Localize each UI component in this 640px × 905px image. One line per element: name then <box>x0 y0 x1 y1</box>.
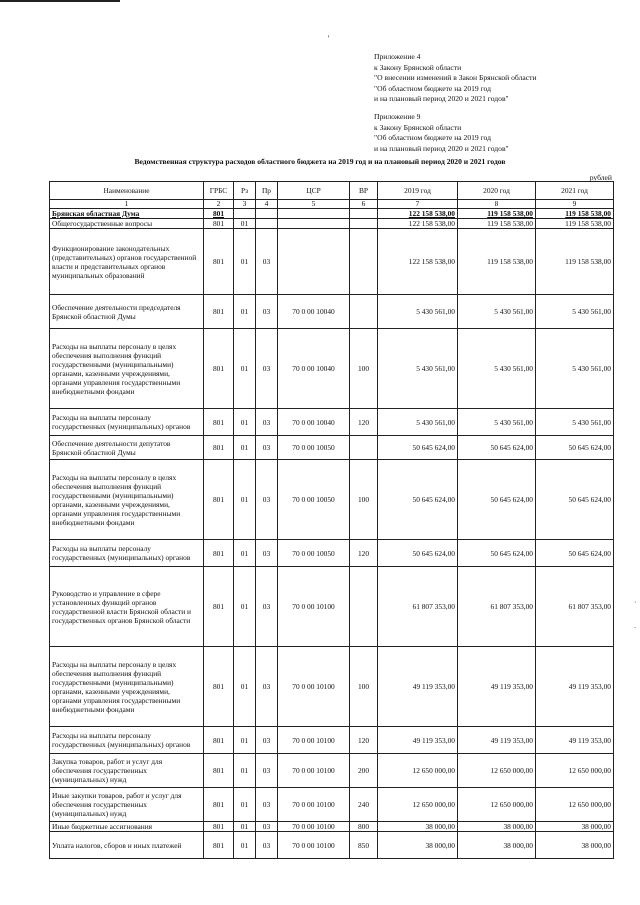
table-row <box>50 832 614 859</box>
row-2020-cell: 38 000,00 <box>458 832 536 859</box>
row-2020-cell: 38 000,00 <box>458 822 536 832</box>
row-2020-cell: 119 158 538,00 <box>458 209 536 219</box>
column-number: 1 <box>50 200 204 209</box>
row-vr-cell <box>350 219 378 229</box>
document-title: Ведомственная структура расходов областного бюджета на 2019 год и на плановый период 2020 и 2021 годов <box>134 157 506 166</box>
row-rz-cell: 01 <box>234 436 256 460</box>
table-row <box>50 295 614 329</box>
table-row <box>50 647 614 727</box>
row-grbs-cell: 801 <box>204 567 234 647</box>
row-grbs-cell: 801 <box>204 647 234 727</box>
row-rz-cell: 01 <box>234 295 256 329</box>
row-pr-cell: 03 <box>256 229 278 295</box>
row-rz-cell: 01 <box>234 567 256 647</box>
row-2019-cell: 49 119 353,00 <box>378 647 458 727</box>
row-pr-cell: 03 <box>256 567 278 647</box>
row-csr-cell: 70 0 00 10100 <box>278 727 350 754</box>
row-rz-cell: 01 <box>234 647 256 727</box>
header-2021: 2021 год <box>536 182 614 200</box>
row-rz-cell: 01 <box>234 822 256 832</box>
row-2019-cell: 12 650 000,00 <box>378 754 458 788</box>
row-2021-cell: 5 430 561,00 <box>536 295 614 329</box>
row-2020-cell: 49 119 353,00 <box>458 647 536 727</box>
row-2021-cell: 49 119 353,00 <box>536 647 614 727</box>
table-row <box>50 229 614 295</box>
row-name-cell: Расходы на выплаты персоналу в целях обеспечения выполнения функций государственными (муниципальными) органами, казенными учреждениями, органами управления государственными внебюджетными фондами <box>50 647 204 727</box>
row-2019-cell: 5 430 561,00 <box>378 295 458 329</box>
row-2020-cell: 12 650 000,00 <box>458 788 536 822</box>
row-rz-cell: 01 <box>234 727 256 754</box>
table-row <box>50 567 614 647</box>
row-grbs-cell: 801 <box>204 540 234 567</box>
row-name-cell: Расходы на выплаты персоналу в целях обеспечения выполнения функций государственными (муниципальными) органами, казенными учреждениями, органами управления государственными внебюджетными фондами <box>50 329 204 409</box>
row-2021-cell: 119 158 538,00 <box>536 219 614 229</box>
header-grbs: ГРБС <box>204 182 234 200</box>
row-name-cell: Брянская областная Дума <box>50 209 204 219</box>
row-2019-cell: 122 158 538,00 <box>378 229 458 295</box>
column-number: 4 <box>256 200 278 209</box>
row-csr-cell: 70 0 00 10040 <box>278 409 350 436</box>
column-number: 5 <box>278 200 350 209</box>
row-2019-cell: 50 645 624,00 <box>378 460 458 540</box>
row-vr-cell: 120 <box>350 540 378 567</box>
row-vr-cell: 200 <box>350 754 378 788</box>
row-vr-cell <box>350 295 378 329</box>
row-rz-cell: 01 <box>234 754 256 788</box>
budget-table-body <box>50 209 614 859</box>
table-row <box>50 540 614 567</box>
row-name-cell: Иные бюджетные ассигнования <box>50 822 204 832</box>
row-name-cell: Руководство и управление в сфере установленных функций органов государственной власти Брянской области и государственных органов Брянской области <box>50 567 204 647</box>
row-name-cell: Общегосударственные вопросы <box>50 219 204 229</box>
row-rz-cell: 01 <box>234 219 256 229</box>
row-pr-cell: 03 <box>256 409 278 436</box>
row-2019-cell: 49 119 353,00 <box>378 727 458 754</box>
table-row <box>50 460 614 540</box>
row-rz-cell: 01 <box>234 409 256 436</box>
row-pr-cell: 03 <box>256 832 278 859</box>
row-csr-cell <box>278 229 350 295</box>
row-2020-cell: 119 158 538,00 <box>458 219 536 229</box>
units-label: рублей <box>589 173 612 182</box>
row-name-cell: Закупка товаров, работ и услуг для обеспечения государственных (муниципальных) нужд <box>50 754 204 788</box>
page-mark: ' <box>328 34 330 43</box>
appendix-line: "Об областном бюджете на 2019 год <box>374 83 491 93</box>
header-rz: Рз <box>234 182 256 200</box>
row-pr-cell: 03 <box>256 727 278 754</box>
row-name-cell: Функционирование законодательных (представительных) органов государственной власти и представительных органов муниципальных образований <box>50 229 204 295</box>
row-csr-cell <box>278 209 350 219</box>
appendix-line: и на плановый период 2020 и 2021 годов" <box>374 94 509 104</box>
row-grbs-cell: 801 <box>204 727 234 754</box>
row-vr-cell <box>350 209 378 219</box>
row-grbs-cell: 801 <box>204 329 234 409</box>
row-name-cell: Уплата налогов, сборов и иных платежей <box>50 832 204 859</box>
row-vr-cell: 120 <box>350 409 378 436</box>
row-rz-cell: 01 <box>234 540 256 567</box>
row-rz-cell <box>234 209 256 219</box>
appendix-line: "О внесении изменений в Закон Брянской области <box>374 73 537 83</box>
row-vr-cell: 100 <box>350 460 378 540</box>
row-pr-cell <box>256 219 278 229</box>
row-pr-cell: 03 <box>256 329 278 409</box>
row-2019-cell: 122 158 538,00 <box>378 209 458 219</box>
row-csr-cell: 70 0 00 10100 <box>278 788 350 822</box>
row-vr-cell: 800 <box>350 822 378 832</box>
row-csr-cell: 70 0 00 10100 <box>278 754 350 788</box>
table-row <box>50 822 614 832</box>
row-grbs-cell: 801 <box>204 295 234 329</box>
row-2021-cell: 38 000,00 <box>536 832 614 859</box>
row-vr-cell: 120 <box>350 727 378 754</box>
row-pr-cell: 03 <box>256 788 278 822</box>
scan-speck: - <box>634 625 636 631</box>
appendix-line: к Закону Брянской области <box>374 62 462 72</box>
header-2019: 2019 год <box>378 182 458 200</box>
row-2019-cell: 38 000,00 <box>378 832 458 859</box>
row-csr-cell: 70 0 00 10050 <box>278 436 350 460</box>
table-row <box>50 409 614 436</box>
row-2021-cell: 61 807 353,00 <box>536 567 614 647</box>
row-csr-cell: 70 0 00 10040 <box>278 329 350 409</box>
row-vr-cell: 240 <box>350 788 378 822</box>
row-pr-cell: 03 <box>256 295 278 329</box>
appendix-4-note <box>374 52 537 105</box>
row-grbs-cell: 801 <box>204 209 234 219</box>
row-2020-cell: 5 430 561,00 <box>458 409 536 436</box>
row-2020-cell: 12 650 000,00 <box>458 754 536 788</box>
row-2020-cell: 119 158 538,00 <box>458 229 536 295</box>
table-row <box>50 788 614 822</box>
row-2021-cell: 38 000,00 <box>536 822 614 832</box>
row-2021-cell: 49 119 353,00 <box>536 727 614 754</box>
row-pr-cell: 03 <box>256 460 278 540</box>
header-pr: Пр <box>256 182 278 200</box>
appendix-line: к Закону Брянской области <box>374 122 462 132</box>
row-name-cell: Расходы на выплаты персоналу государственных (муниципальных) органов <box>50 727 204 754</box>
row-name-cell: Расходы на выплаты персоналу государственных (муниципальных) органов <box>50 409 204 436</box>
row-csr-cell: 70 0 00 10100 <box>278 567 350 647</box>
row-name-cell: Расходы на выплаты персоналу государственных (муниципальных) органов <box>50 540 204 567</box>
column-number-row <box>50 200 614 209</box>
row-vr-cell <box>350 229 378 295</box>
row-csr-cell: 70 0 00 10100 <box>278 647 350 727</box>
row-name-cell: Расходы на выплаты персоналу в целях обеспечения выполнения функций государственными (муниципальными) органами, казенными учреждениями, органами управления государственными внебюджетными фондами <box>50 460 204 540</box>
row-vr-cell: 100 <box>350 329 378 409</box>
column-number: 9 <box>536 200 614 209</box>
row-2021-cell: 50 645 624,00 <box>536 436 614 460</box>
row-grbs-cell: 801 <box>204 229 234 295</box>
row-pr-cell: 03 <box>256 436 278 460</box>
row-2019-cell: 50 645 624,00 <box>378 436 458 460</box>
row-name-cell: Обеспечение деятельности председателя Брянской областной Думы <box>50 295 204 329</box>
row-2021-cell: 5 430 561,00 <box>536 329 614 409</box>
table-row <box>50 436 614 460</box>
row-2019-cell: 12 650 000,00 <box>378 788 458 822</box>
row-name-cell: Обеспечение деятельности депутатов Брянской областной Думы <box>50 436 204 460</box>
row-2020-cell: 50 645 624,00 <box>458 460 536 540</box>
row-grbs-cell: 801 <box>204 409 234 436</box>
row-2021-cell: 50 645 624,00 <box>536 460 614 540</box>
row-csr-cell: 70 0 00 10100 <box>278 822 350 832</box>
budget-table <box>49 181 614 859</box>
row-pr-cell: 03 <box>256 647 278 727</box>
row-2019-cell: 5 430 561,00 <box>378 409 458 436</box>
row-2019-cell: 61 807 353,00 <box>378 567 458 647</box>
row-name-cell: Иные закупки товаров, работ и услуг для обеспечения государственных (муниципальных) нужд <box>50 788 204 822</box>
appendix-line: "Об областном бюджете на 2019 год <box>374 133 491 143</box>
table-header-row <box>50 182 614 200</box>
row-rz-cell: 01 <box>234 832 256 859</box>
row-vr-cell: 850 <box>350 832 378 859</box>
row-2020-cell: 61 807 353,00 <box>458 567 536 647</box>
row-2021-cell: 50 645 624,00 <box>536 540 614 567</box>
table-row <box>50 329 614 409</box>
table-row <box>50 727 614 754</box>
row-grbs-cell: 801 <box>204 460 234 540</box>
row-pr-cell: 03 <box>256 540 278 567</box>
appendix-line: Приложение 4 <box>374 52 421 61</box>
row-2019-cell: 122 158 538,00 <box>378 219 458 229</box>
header-2020: 2020 год <box>458 182 536 200</box>
column-number: 8 <box>458 200 536 209</box>
row-grbs-cell: 801 <box>204 832 234 859</box>
row-2021-cell: 5 430 561,00 <box>536 409 614 436</box>
row-vr-cell: 100 <box>350 647 378 727</box>
row-csr-cell <box>278 219 350 229</box>
row-2020-cell: 49 119 353,00 <box>458 727 536 754</box>
table-row <box>50 219 614 229</box>
row-2021-cell: 119 158 538,00 <box>536 209 614 219</box>
row-2019-cell: 38 000,00 <box>378 822 458 832</box>
row-csr-cell: 70 0 00 10040 <box>278 295 350 329</box>
row-csr-cell: 70 0 00 10050 <box>278 460 350 540</box>
table-row <box>50 209 614 219</box>
row-rz-cell: 01 <box>234 329 256 409</box>
header-vr: ВР <box>350 182 378 200</box>
header-csr: ЦСР <box>278 182 350 200</box>
row-2021-cell: 119 158 538,00 <box>536 229 614 295</box>
header-name: Наименование <box>50 182 204 200</box>
row-2020-cell: 50 645 624,00 <box>458 540 536 567</box>
row-grbs-cell: 801 <box>204 436 234 460</box>
row-vr-cell <box>350 567 378 647</box>
row-vr-cell <box>350 436 378 460</box>
scan-edge-line <box>0 0 120 2</box>
appendix-9-note <box>374 112 509 154</box>
row-2020-cell: 50 645 624,00 <box>458 436 536 460</box>
row-grbs-cell: 801 <box>204 754 234 788</box>
column-number: 2 <box>204 200 234 209</box>
row-2020-cell: 5 430 561,00 <box>458 295 536 329</box>
table-row <box>50 754 614 788</box>
row-2020-cell: 5 430 561,00 <box>458 329 536 409</box>
row-grbs-cell: 801 <box>204 219 234 229</box>
row-2021-cell: 12 650 000,00 <box>536 788 614 822</box>
row-rz-cell: 01 <box>234 229 256 295</box>
row-2021-cell: 12 650 000,00 <box>536 754 614 788</box>
row-grbs-cell: 801 <box>204 788 234 822</box>
row-2019-cell: 50 645 624,00 <box>378 540 458 567</box>
row-csr-cell: 70 0 00 10050 <box>278 540 350 567</box>
row-pr-cell: 03 <box>256 754 278 788</box>
column-number: 6 <box>350 200 378 209</box>
column-number: 3 <box>234 200 256 209</box>
row-pr-cell <box>256 209 278 219</box>
row-rz-cell: 01 <box>234 788 256 822</box>
row-grbs-cell: 801 <box>204 822 234 832</box>
row-rz-cell: 01 <box>234 460 256 540</box>
row-2019-cell: 5 430 561,00 <box>378 329 458 409</box>
row-pr-cell: 03 <box>256 822 278 832</box>
row-csr-cell: 70 0 00 10100 <box>278 832 350 859</box>
appendix-line: и на плановый период 2020 и 2021 годов" <box>374 143 509 153</box>
scan-speck: , <box>634 598 636 604</box>
column-number: 7 <box>378 200 458 209</box>
appendix-line: Приложение 9 <box>374 112 421 121</box>
